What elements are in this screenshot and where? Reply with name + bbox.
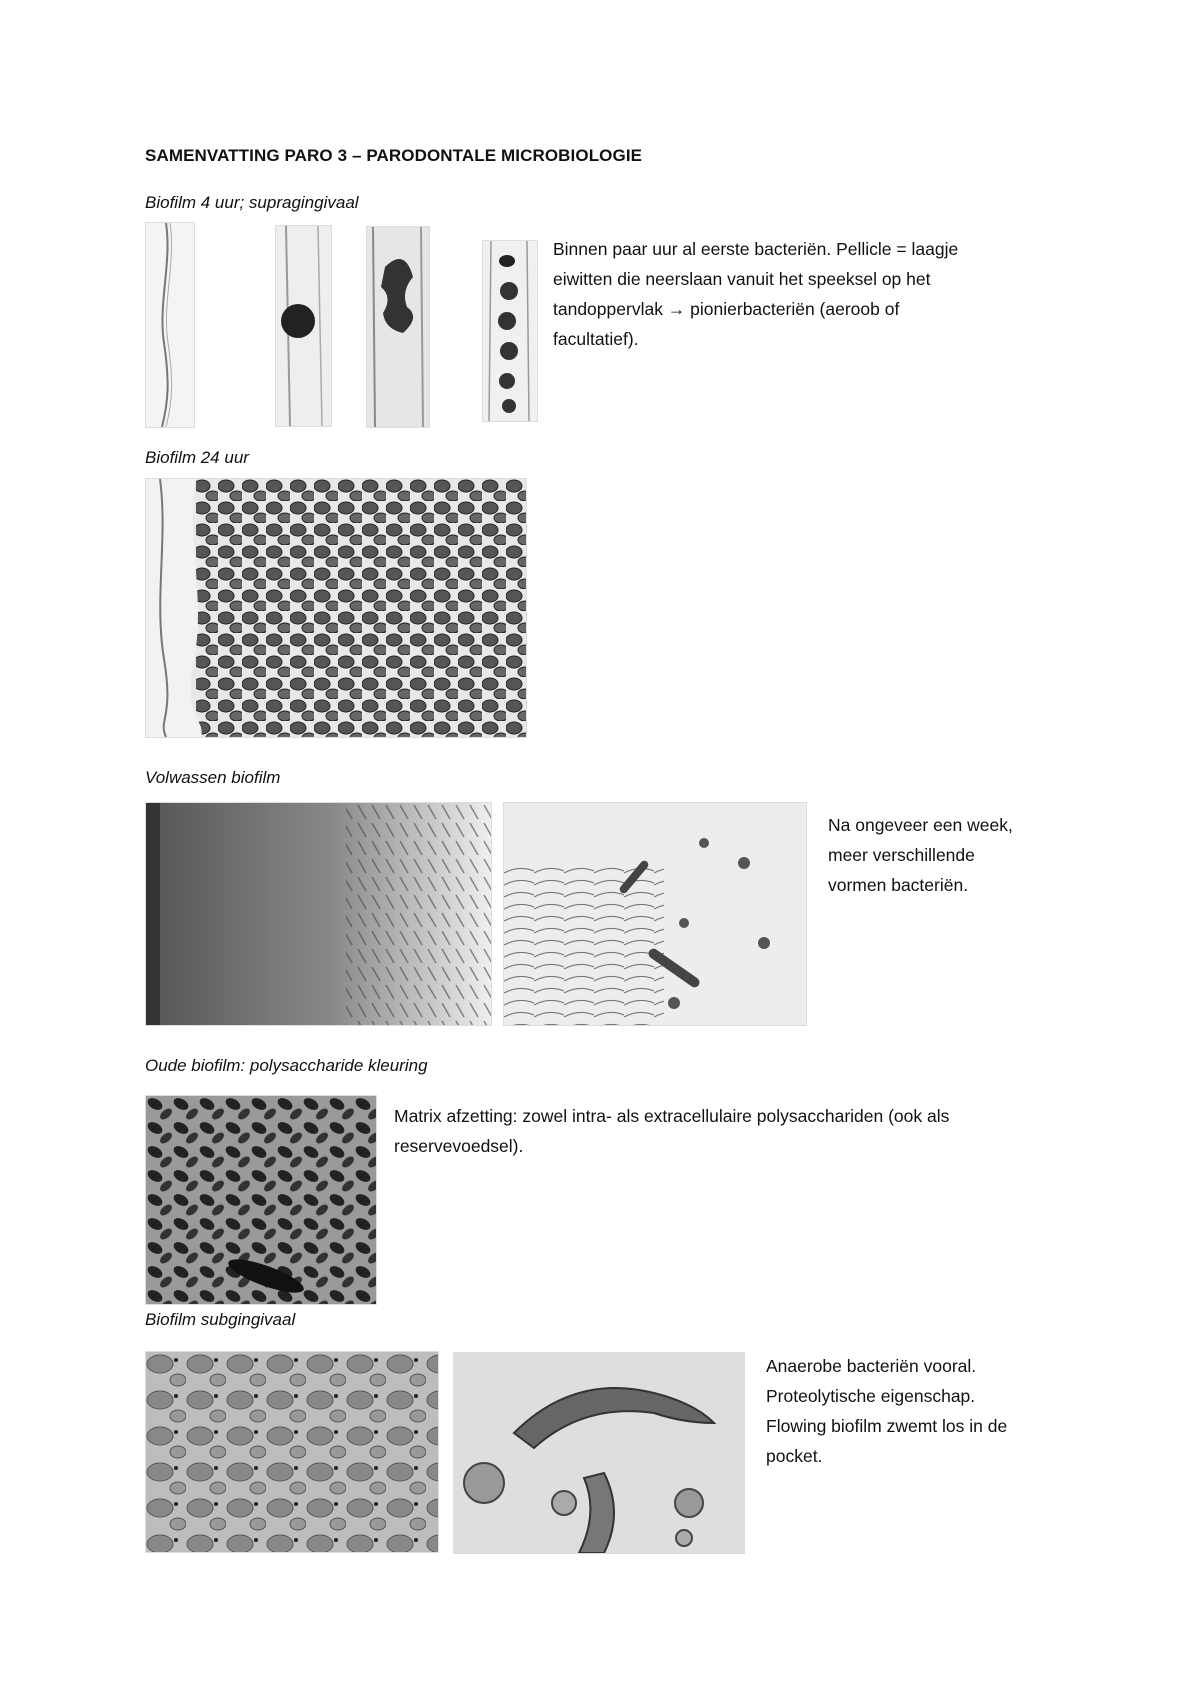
micrograph-single-bacterium (275, 225, 332, 427)
text-line: Binnen paar uur al eerste bacteriën. Pellicle = laagje (553, 239, 959, 259)
micrograph-bacteria-chain (482, 240, 538, 422)
section-heading-volwassen-biofilm: Volwassen biofilm (145, 768, 281, 787)
text-line: Proteolytische eigenschap. (766, 1386, 976, 1406)
micrograph-dividing-bacterium (366, 226, 430, 428)
micrograph-pellicle-strip (145, 222, 195, 428)
text-line: eiwitten die neerslaan vanuit het speeksel op het (553, 269, 931, 289)
section-text-volwassen-biofilm (828, 810, 1013, 900)
section-heading-biofilm-4-uur: Biofilm 4 uur; supragingivaal (145, 193, 359, 212)
micrograph-biofilm-24-uur (145, 478, 527, 738)
section-heading-oude-biofilm: Oude biofilm: polysaccharide kleuring (145, 1056, 428, 1075)
section-heading-biofilm-24-uur: Biofilm 24 uur (145, 448, 249, 467)
micrograph-mature-biofilm-filaments (503, 802, 807, 1026)
text-line: reservevoedsel). (394, 1136, 524, 1156)
text-line: pocket. (766, 1446, 823, 1466)
text-line: facultatief). (553, 329, 639, 349)
text-line: vormen bacteriën. (828, 875, 969, 895)
section-text-biofilm-4-uur (553, 234, 958, 354)
section-text-biofilm-subgingivaal (766, 1351, 1007, 1471)
text-line: Flowing biofilm zwemt los in de (766, 1416, 1008, 1436)
text-line: meer verschillende (828, 845, 975, 865)
text-line: Anaerobe bacteriën vooral. (766, 1356, 977, 1376)
section-heading-biofilm-subgingivaal: Biofilm subgingivaal (145, 1310, 296, 1329)
micrograph-mature-biofilm-dense (145, 802, 492, 1026)
text-line: Matrix afzetting: zowel intra- als extracellulaire polysacchariden (ook als (394, 1106, 950, 1126)
text-line: Na ongeveer een week, (828, 815, 1013, 835)
document-title: SAMENVATTING PARO 3 – PARODONTALE MICROBIOLOGIE (145, 146, 643, 165)
section-text-oude-biofilm (394, 1101, 949, 1161)
micrograph-subgingival-spirochete (453, 1352, 745, 1554)
micrograph-subgingival-biofilm (145, 1351, 439, 1553)
micrograph-old-biofilm-polysaccharide (145, 1095, 377, 1305)
text-line: tandoppervlak → pionierbacteriën (aeroob of (553, 299, 900, 319)
